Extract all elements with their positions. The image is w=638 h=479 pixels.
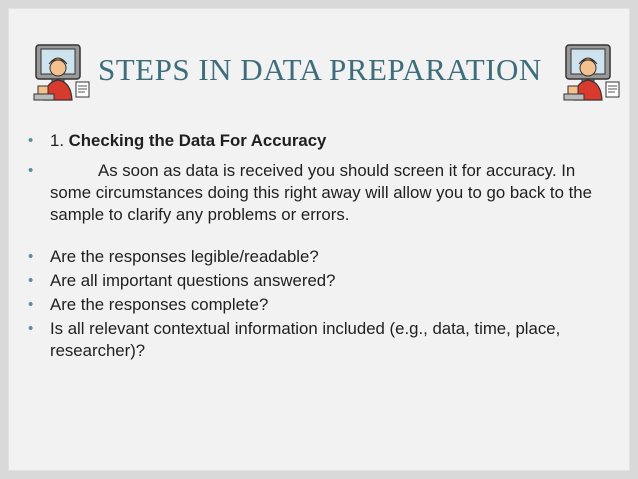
slide-title: STEPS IN DATA PREPARATION (98, 52, 542, 87)
bullet-icon: • (28, 272, 34, 289)
step-number: 1. (50, 131, 64, 150)
list-item-text: Are all important questions answered? (50, 271, 336, 290)
heading-item (28, 130, 603, 152)
person-at-computer-icon (32, 42, 92, 104)
slide (8, 8, 630, 471)
slide-body (28, 130, 603, 362)
bullet-icon: • (28, 248, 34, 265)
list-item (28, 246, 603, 268)
step-heading: Checking the Data For Accuracy (68, 131, 327, 150)
person-at-computer-icon (562, 42, 622, 104)
list-item-text: Is all relevant contextual information included (e.g., data, time, place, researcher)? (50, 319, 561, 360)
bullet-icon: • (28, 132, 34, 149)
list-item (28, 318, 603, 362)
list-item (28, 294, 603, 316)
paragraph-item (28, 160, 603, 226)
paragraph-text: As soon as data is received you should screen it for accuracy. In some circumstances doing this right away will allow you to go back to the sample to clarify any problems or errors. (50, 161, 592, 224)
bullet-icon: • (28, 296, 34, 313)
bullet-icon: • (28, 320, 34, 337)
bullet-icon: • (28, 162, 34, 179)
list-item-text: Are the responses complete? (50, 295, 269, 314)
list-item (28, 270, 603, 292)
list-item-text: Are the responses legible/readable? (50, 247, 319, 266)
